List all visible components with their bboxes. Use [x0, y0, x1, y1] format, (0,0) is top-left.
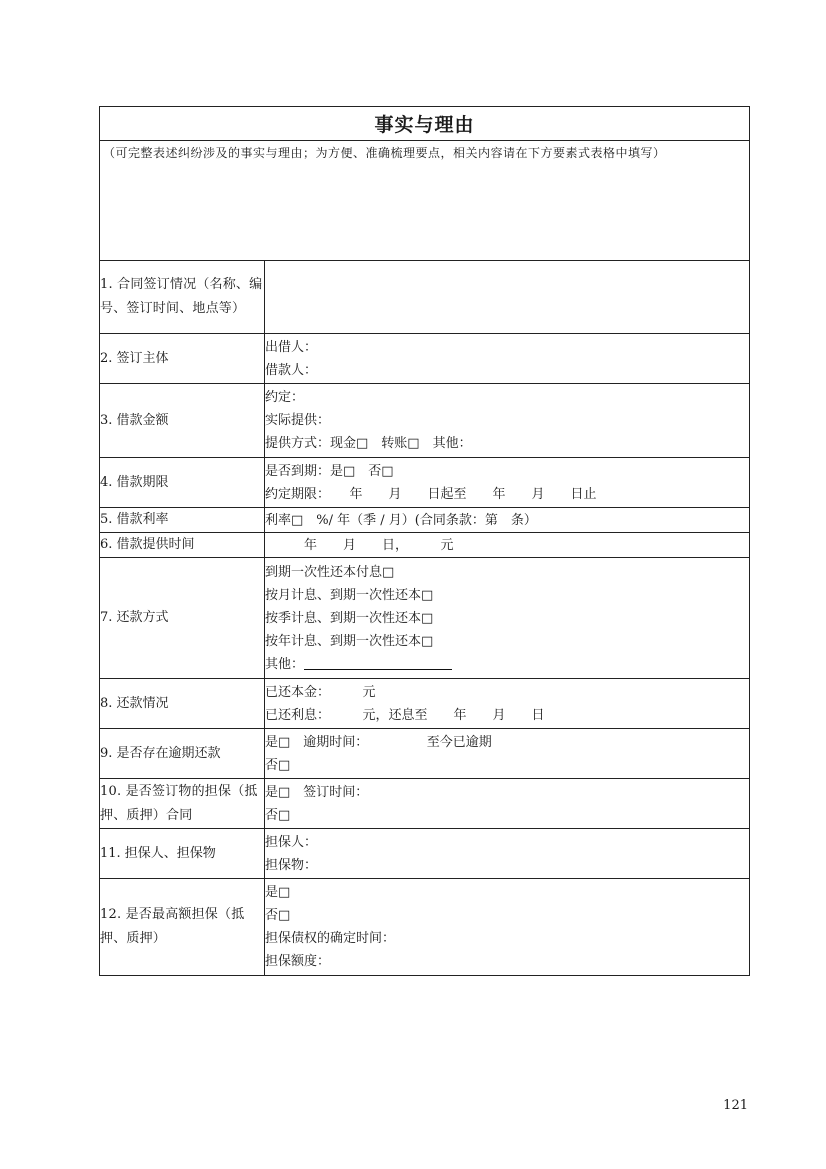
overdue-no-line: 否□	[265, 757, 291, 773]
fact-reason-form	[99, 106, 750, 976]
option-yearly: 按年计息、到期一次性还本□	[265, 633, 434, 649]
max-guarantee-yes-line: 是□	[265, 885, 291, 900]
principal-repaid-line: 已还本金： 元	[265, 684, 376, 700]
page-number: 121	[723, 1098, 748, 1113]
disbursement-field[interactable]	[265, 533, 750, 558]
overdue-field[interactable]	[265, 729, 750, 779]
agreed-term-line: 约定期限： 年 月 日起至 年 月 日止	[265, 486, 597, 502]
form-title: 事实与理由	[100, 107, 750, 141]
option-other: 其他：	[265, 653, 749, 676]
row-label-term: 4. 借款期限	[100, 458, 265, 508]
instruction-note: （可完整表述纠纷涉及的事实与理由；为方便、准确梳理要点，相关内容请在下方要素式表格中填写）	[103, 146, 666, 160]
parties-field[interactable]	[265, 334, 750, 384]
repayment-status-field[interactable]	[265, 679, 750, 729]
narrative-area[interactable]	[100, 141, 750, 261]
actual-amount-line: 实际提供：	[265, 413, 331, 428]
max-guarantee-field[interactable]	[265, 879, 750, 976]
row-label-contract: 1. 合同签订情况（名称、编号、签订时间、地点等）	[100, 261, 265, 334]
row-label-collateral-contract: 10. 是否签订物的担保（抵押、质押）合同	[100, 779, 265, 829]
option-monthly: 按月计息、到期一次性还本□	[265, 587, 434, 603]
agreed-amount-line: 约定：	[265, 390, 305, 405]
amount-field[interactable]	[265, 384, 750, 458]
row-label-repayment-method: 7. 还款方式	[100, 558, 265, 679]
option-quarterly: 按季计息、到期一次性还本□	[265, 610, 434, 626]
row-label-guarantor: 11. 担保人、担保物	[100, 829, 265, 879]
term-field[interactable]	[265, 458, 750, 508]
collateral-contract-field[interactable]	[265, 779, 750, 829]
row-label-overdue: 9. 是否存在逾期还款	[100, 729, 265, 779]
row-label-disbursement: 6. 借款提供时间	[100, 533, 265, 558]
row-label-repayment-status: 8. 还款情况	[100, 679, 265, 729]
rate-line: 利率□ %/ 年（季 / 月）(合同条款：第 条）	[265, 512, 537, 528]
collateral-yes-line: 是□ 签订时间：	[265, 784, 369, 800]
disbursement-line: 年 月 日， 元	[265, 537, 454, 553]
option-lump-sum: 到期一次性还本付息□	[265, 564, 395, 580]
row-label-rate: 5. 借款利率	[100, 508, 265, 533]
interest-repaid-line: 已还利息： 元，还息至 年 月 日	[265, 707, 545, 723]
payment-method-line: 提供方式：现金□ 转账□ 其他：	[265, 436, 472, 451]
rate-field[interactable]	[265, 508, 750, 533]
guarantee-amount-line: 担保额度：	[265, 954, 331, 969]
max-guarantee-no-line: 否□	[265, 908, 291, 923]
other-underline[interactable]	[304, 654, 452, 670]
borrower-line: 借款人：	[265, 362, 318, 378]
due-status-line: 是否到期：是□ 否□	[265, 463, 394, 479]
collateral-item-line: 担保物：	[265, 857, 318, 873]
row-label-parties: 2. 签订主体	[100, 334, 265, 384]
claim-determination-time-line: 担保债权的确定时间：	[265, 931, 396, 946]
collateral-no-line: 否□	[265, 807, 291, 823]
overdue-yes-line: 是□ 逾期时间： 至今已逾期	[265, 734, 492, 750]
guarantor-field[interactable]	[265, 829, 750, 879]
contract-info-field[interactable]	[265, 261, 750, 334]
row-label-max-guarantee: 12. 是否最高额担保（抵押、质押）	[100, 879, 265, 976]
lender-line: 出借人：	[265, 339, 318, 355]
repayment-method-field[interactable]	[265, 558, 750, 679]
row-label-amount: 3. 借款金额	[100, 384, 265, 458]
guarantor-line: 担保人：	[265, 834, 318, 850]
